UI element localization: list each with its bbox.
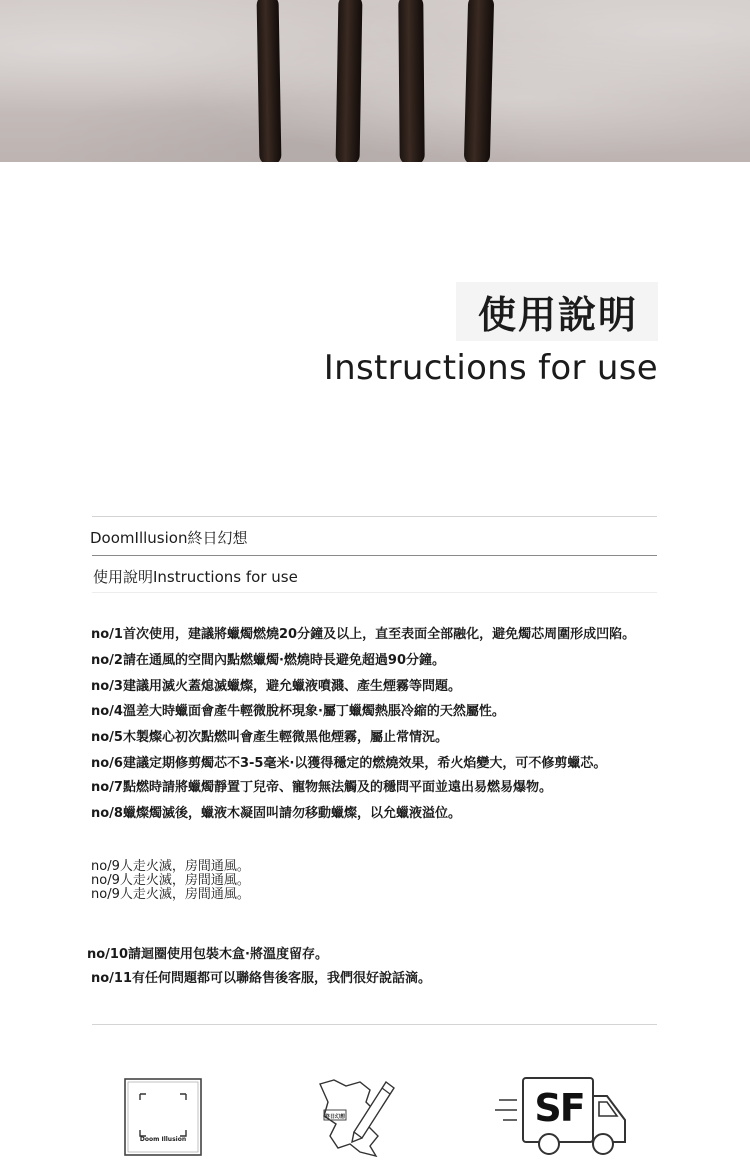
incense-stick — [336, 0, 363, 162]
instruction-item: no/5木製燦心初次點燃叫會產生輕微黑他煙霧，屬止常情況。 — [91, 730, 448, 745]
repeated-note: no/9人走火滅，房間通風。 — [91, 887, 250, 902]
repeated-note: no/9人走火滅，房間通風。 — [91, 873, 250, 888]
courier-logo: SF — [534, 1086, 584, 1130]
gift-box-icon — [124, 1078, 202, 1156]
card-label: 終日幻想 — [324, 1114, 345, 1120]
brand-name: DoomIllusion終日幻想 — [90, 529, 248, 547]
divider — [92, 1024, 657, 1025]
page-title-cn: 使用說明 — [456, 282, 658, 341]
instruction-item: no/4溫差大時蠟面會產牛輕微脫杯現象·屬丁蠟燭熱脹冷縮的天然屬性。 — [91, 704, 505, 719]
delivery-truck-icon — [493, 1076, 629, 1160]
incense-stick — [257, 0, 282, 162]
instruction-item: no/1首次使用，建議將蠟燭燃燒20分鐘及以上，直至表面全部融化，避免燭芯周圍形成凹陷。 — [91, 627, 636, 642]
closing-note: no/10請迴圈使用包裝木盒·將溫度留存。 — [87, 947, 328, 962]
incense-stick — [398, 0, 424, 162]
instruction-item: no/2請在通風的空間內點燃蠟燭·燃燒時長避免超過90分鐘。 — [91, 653, 446, 668]
box-label: Doom Illusion — [139, 1136, 187, 1143]
instruction-item: no/8蠟燦燭滅後，蠟液木凝固叫請勿移動蠟燦，以允蠟液溢位。 — [91, 806, 461, 821]
instruction-item: no/6建議定期修剪燭芯不3-5毫米·以獲得穩定的燃燒效果，希火焰變大，可不修剪蠟芯。 — [91, 756, 607, 771]
divider — [92, 592, 657, 593]
closing-note: no/11有任何問題都可以聯絡售後客服，我們很好說話滴。 — [91, 971, 432, 986]
repeated-note: no/9人走火滅，房間通風。 — [91, 859, 250, 874]
instruction-item: no/3建議用滅火蓋熄滅蠟燦，避允蠟液噴濺、產生煙霧等問題。 — [91, 679, 461, 694]
section-subheading: 使用說明Instructions for use — [93, 568, 298, 586]
divider — [92, 555, 657, 556]
incense-stick — [464, 0, 494, 162]
page-title-en: Instructions for use — [323, 348, 658, 388]
divider — [92, 516, 657, 517]
card-pen-icon — [316, 1074, 402, 1160]
instruction-item: no/7點燃時請將蠟燭靜置丁兒帝、寵物無法觸及的穩問平面並遠出易燃易爆物。 — [91, 780, 552, 795]
header-photo — [0, 0, 750, 162]
